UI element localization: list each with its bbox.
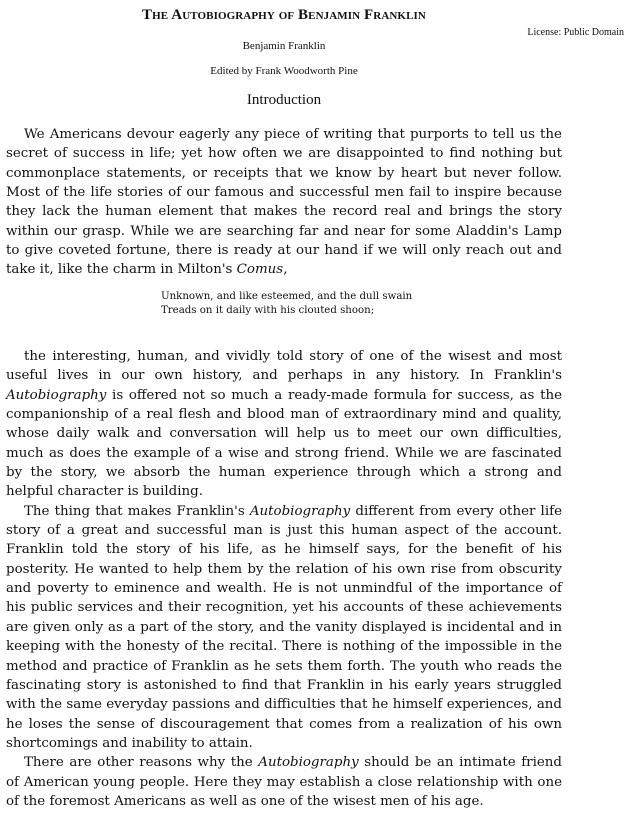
paragraph-2-italic: Autobiography bbox=[6, 387, 107, 403]
paragraph-1 bbox=[6, 125, 562, 280]
paragraph-3-text-a: The thing that makes Franklin's bbox=[24, 503, 250, 519]
section-heading: Introduction bbox=[246, 92, 322, 108]
quote-line-2: Treads on it daily with his clouted shoon; bbox=[161, 305, 375, 317]
paragraph-2 bbox=[6, 347, 562, 502]
paragraph-4-text-b: should be an intimate friend of American young people. Here they may establish a close relationship with one of the foremost Americans as well as one of the wisest men of his age. bbox=[6, 755, 562, 809]
paragraph-3-text-b: different from every other life story of a great and successful man is just this human aspect of the account. Franklin told the story of his life, as he himself says, for the benefit of his posterity. He wanted to help them by the relation of his own rise from obscurity and poverty to eminence and wealth. He is not unmindful of the importance of his public services and their recognition, yet his accounts of these achievements are given only as a part of the story, and the vanity displayed is incidental and in keeping with the honesty of the recital. There is nothing of the impossible in the method and practice of Franklin as he sets them forth. The youth who reads the fascinating story is astonished to find that Franklin in his early years struggled with the same everyday passions and difficulties that he himself experiences, and he loses the sense of discouragement that comes from a realization of his own shortcomings and inability to attain. bbox=[6, 503, 562, 751]
author-name: Benjamin Franklin bbox=[242, 40, 326, 52]
editor-credit: Edited by Frank Woodworth Pine bbox=[210, 65, 358, 77]
book-title: The Autobiography of Benjamin Franklin bbox=[142, 7, 426, 23]
paragraph-2-text-a: the interesting, human, and vividly told story of one of the wisest and most useful lives in our own history, and perhaps in any history. In Franklin's bbox=[6, 349, 562, 384]
paragraph-1-text: We Americans devour eagerly any piece of writing that purports to tell us the secret of success in life; yet how often we are disappointed to find nothing but commonplace statements, or receipts that we know by heart but never follow. Most of the life stories of our famous and successful men fail to inspire because they lack the human element that makes the record real and brings the story within our grasp. While we are searching far and near for some Aladdin's Lamp to give coveted fortune, there is ready at our hand if we will only reach out and take it, like the charm in Milton's bbox=[6, 127, 562, 278]
paragraph-4-text-a: There are other reasons why the bbox=[24, 755, 259, 771]
paragraph-1-italic: Comus bbox=[236, 262, 284, 278]
paragraph-4-italic: Autobiography bbox=[258, 755, 359, 771]
paragraph-2-text-b: is offered not so much a ready-made formula for success, as the companionship of a real flesh and blood man of extraordinary mind and quality, whose daily walk and conversation will help us to meet our own difficulties, much as does the example of a wise and strong friend. While we are fascinated by the story, we absorb the human experience through which a strong and helpful character is building. bbox=[6, 387, 562, 500]
paragraph-3 bbox=[6, 502, 562, 753]
paragraph-4 bbox=[6, 753, 562, 811]
continued-text bbox=[6, 347, 562, 811]
license-note: License: Public Domain bbox=[527, 27, 624, 38]
quote-line-1: Unknown, and like esteemed, and the dull swain bbox=[161, 291, 413, 302]
verse-quote bbox=[161, 290, 412, 319]
paragraph-1-end: , bbox=[283, 262, 288, 278]
paragraph-3-italic: Autobiography bbox=[249, 503, 351, 519]
